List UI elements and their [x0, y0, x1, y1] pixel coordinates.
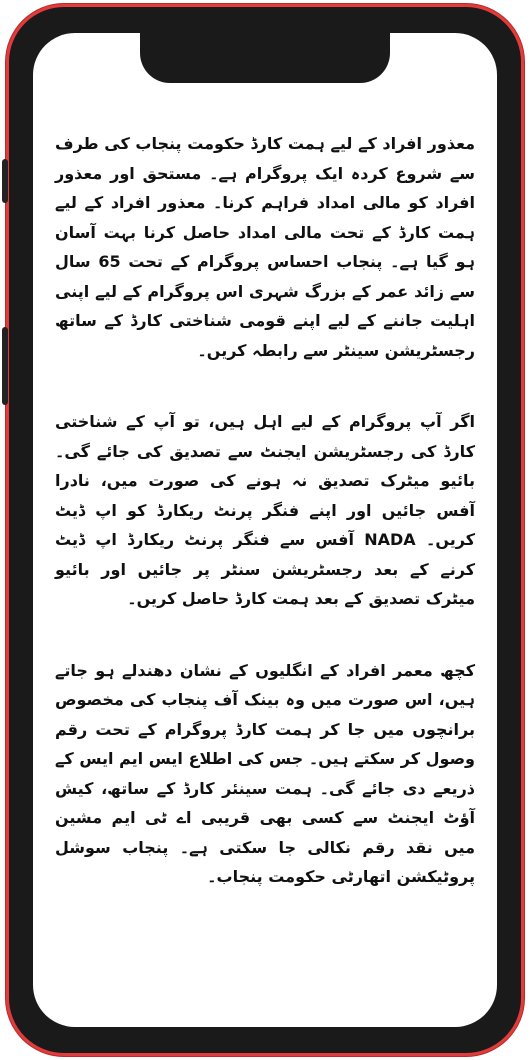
- paragraph-spacer: [55, 614, 475, 656]
- phone-screen: [33, 33, 497, 1027]
- paragraph-2: اگر آپ پروگرام کے لیے اہل ہیں، تو آپ کے شناختی کارڈ کی رجسٹریشن ایجنٹ سے تصدیق کی جائے گی۔ بائیو میٹرک تصدیق نہ ہونے کی صورت میں، نادرا آفس جائیں اور اپنے فنگر پرنٹ ریکارڈ کو اپ ڈیٹ کریں۔ NADA آفس سے فنگر پرنٹ ریکارڈ اپ ڈیٹ کرنے کے بعد رجسٹریشن سنٹر پر جائیں اور بائیو میٹرک تصدیق کے بعد ہمت کارڈ حاصل کریں۔: [55, 412, 475, 608]
- paragraph-spacer: [55, 365, 475, 407]
- paragraph-3: کچھ معمر افراد کے انگلیوں کے نشان دھندلے ہو جاتے ہیں، اس صورت میں وہ بینک آف پنجاب کی مخصوص برانچوں میں جا کر ہمت کارڈ پروگرام کے تحت رقم وصول کر سکتے ہیں۔ جس کی اطلاع ایس ایم ایس کے ذریعے دی جائے گی۔ ہمت سینئر کارڈ کے ساتھ، کیش آؤٹ ایجنٹ سے کسی بھی قریبی اے ٹی ایم مشین میں نقد رقم نکالی جا سکتی ہے۔ پنجاب سوشل پروٹیکشن اتھارٹی حکومت پنجاب۔: [55, 660, 475, 886]
- phone-notch: [140, 33, 390, 83]
- phone-frame: [6, 4, 524, 1056]
- phone-side-button-upper[interactable]: [2, 159, 8, 203]
- paragraph-1: معذور افراد کے لیے ہمت کارڈ حکومت پنجاب کی طرف سے شروع کردہ ایک پروگرام ہے۔ مستحق اور معذور افراد کو مالی امداد فراہم کرنا۔ معذور افراد کے لیے ہمت کارڈ کے تحت مالی امداد حاصل کرنا بہت آسان ہو گیا ہے۔ پنجاب احساس پروگرام کے تحت 65 سال سے زائد عمر کے بزرگ شہری اس پروگرام کے لیے اپنی اہلیت جاننے کے لیے اپنے قومی شناختی کارڈ کے ساتھ رجسٹریشن سینٹر سے رابطہ کریں۔: [55, 134, 475, 360]
- phone-side-button-lower[interactable]: [2, 327, 8, 405]
- article-body: [55, 129, 475, 987]
